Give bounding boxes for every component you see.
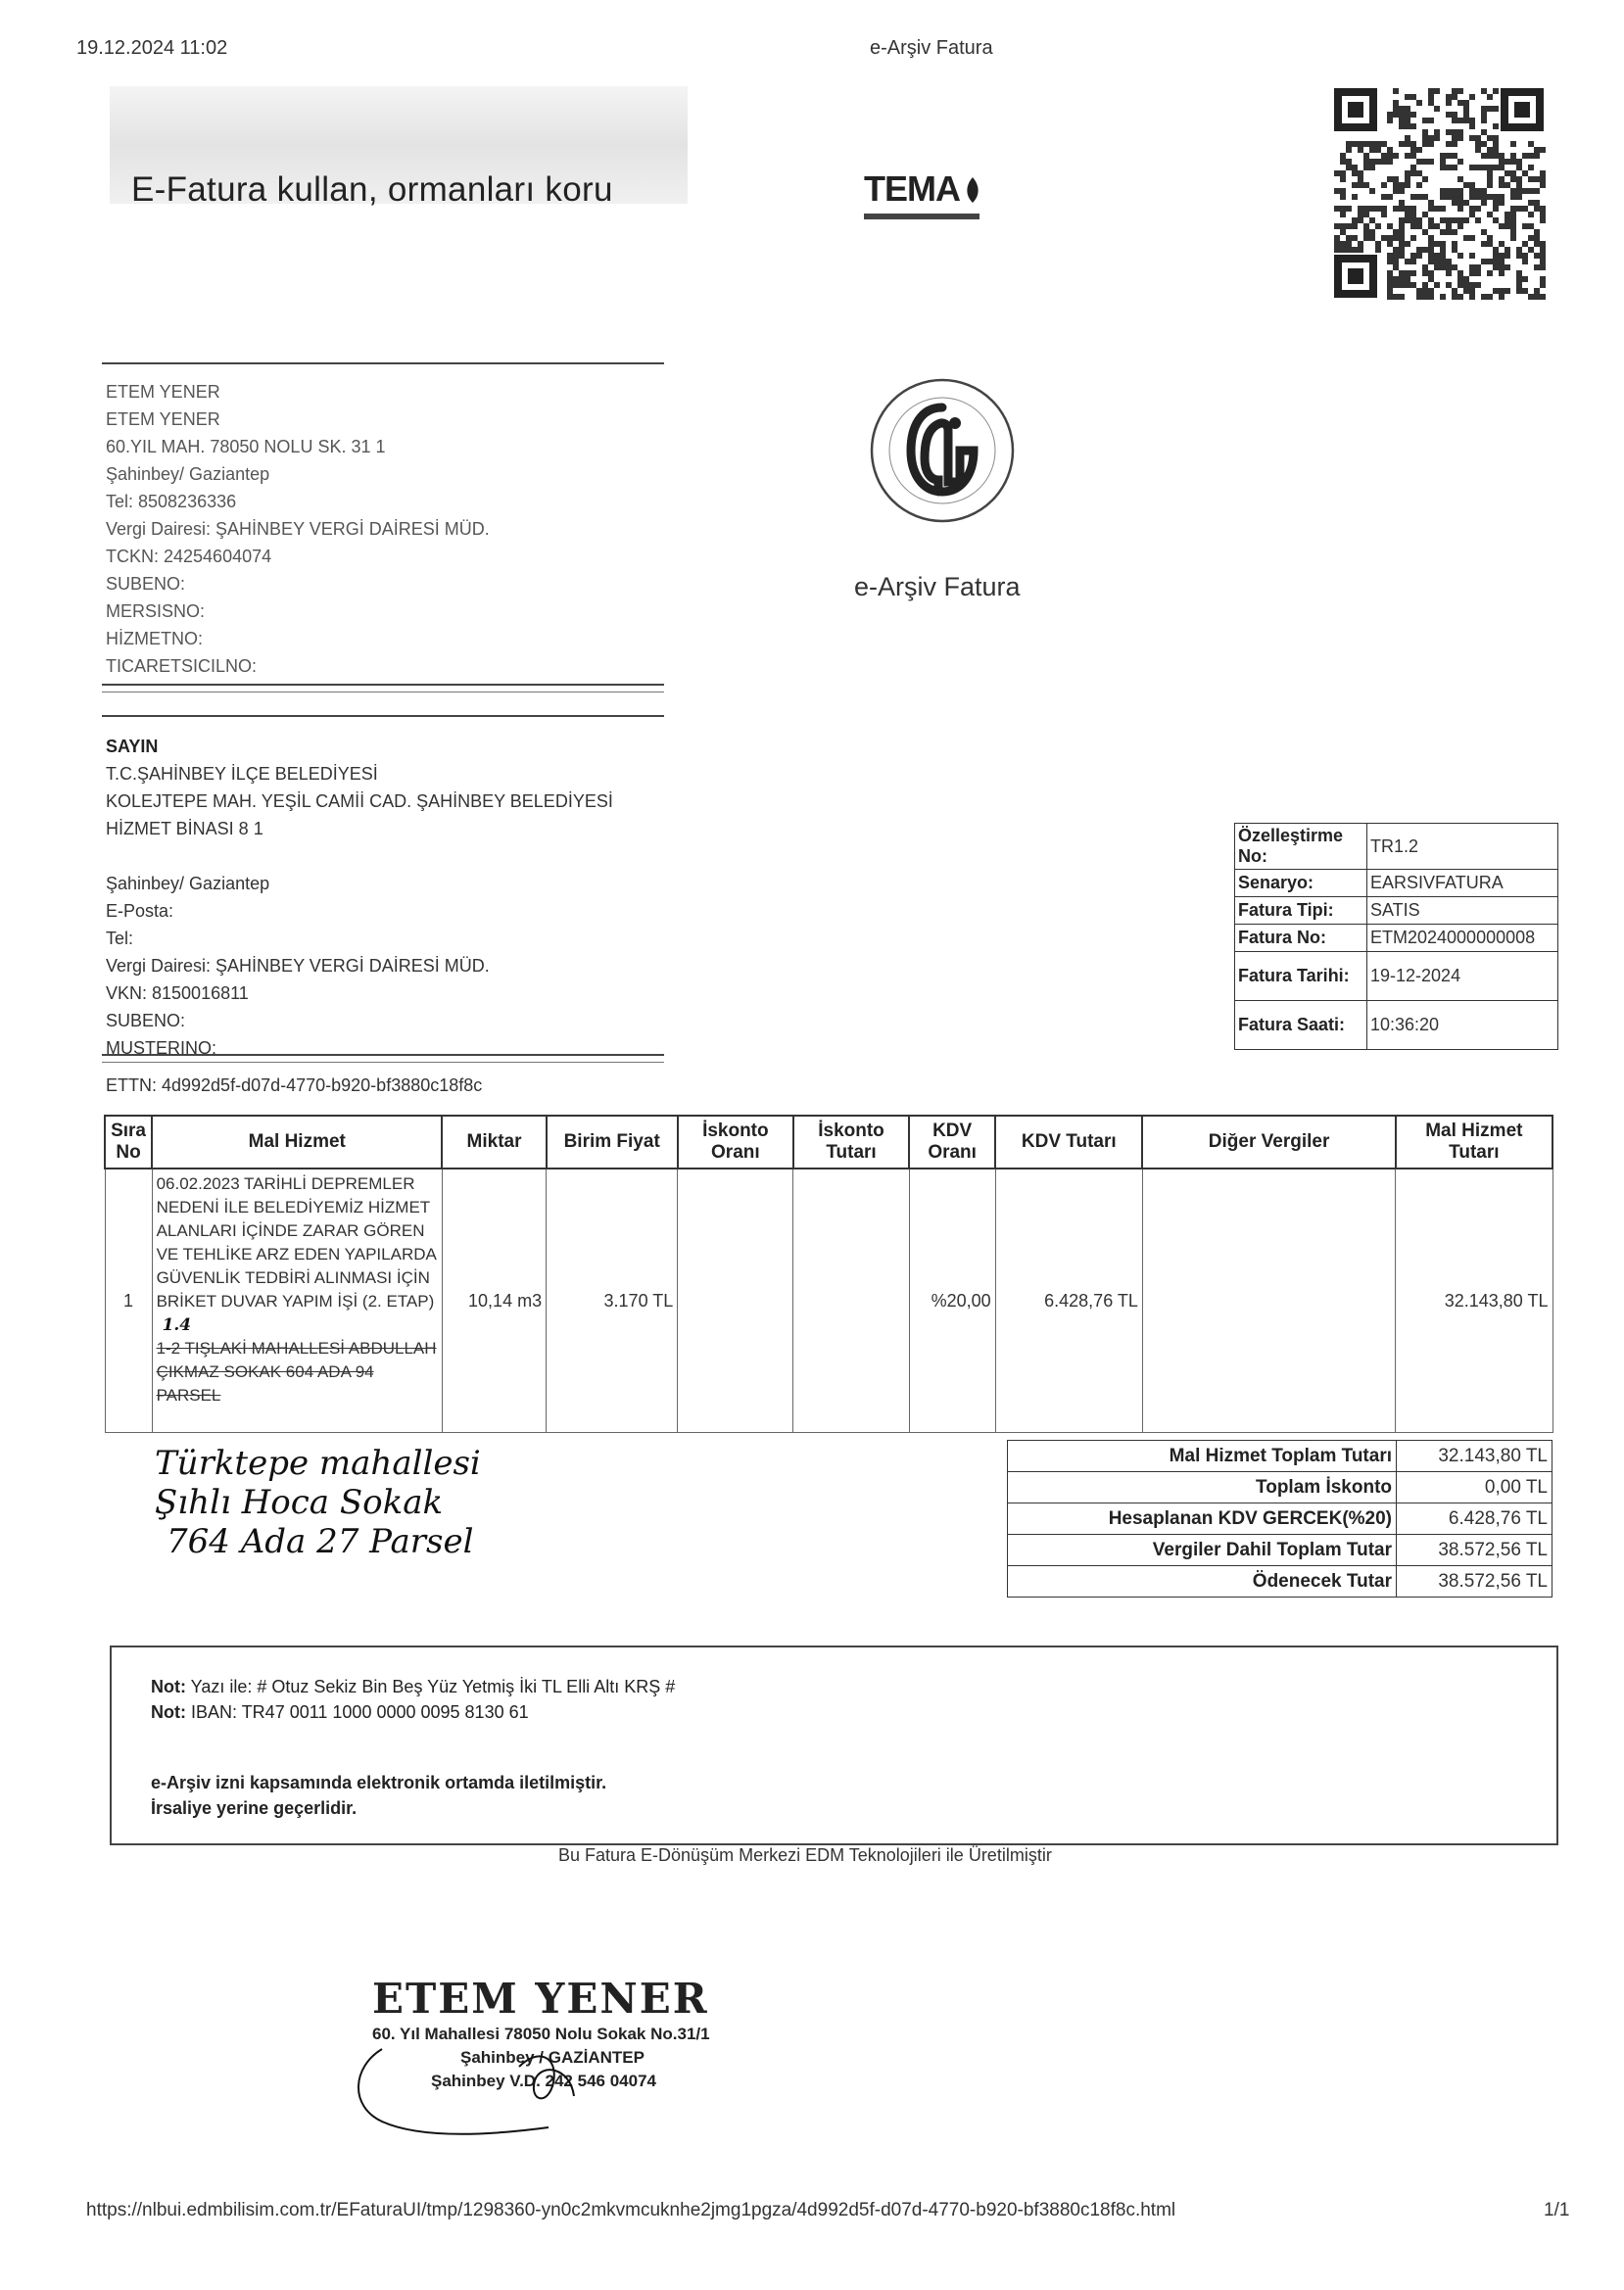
- meta-label: Özelleştirme No:: [1235, 824, 1367, 870]
- meta-value: SATIS: [1367, 897, 1558, 925]
- print-datetime: 19.12.2024 11:02: [76, 37, 228, 59]
- row-vat-amount: 6.428,76 TL: [995, 1169, 1142, 1433]
- print-page-number: 1/1: [1544, 2200, 1570, 2220]
- note-1-label: Not:: [151, 1677, 186, 1696]
- meta-row: [1235, 1001, 1558, 1050]
- meta-value: TR1.2: [1367, 824, 1558, 870]
- col-other-taxes: Diğer Vergiler: [1142, 1116, 1395, 1169]
- col-discount-amount: İskonto Tutarı: [793, 1116, 909, 1169]
- row-other-taxes: [1142, 1169, 1395, 1433]
- buyer-address-1: KOLEJTEPE MAH. YEŞİL CAMİİ CAD. ŞAHİNBEY BELEDİYESİ: [106, 791, 613, 811]
- handwritten-line-3: 764 Ada 27 Parsel: [167, 1522, 474, 1561]
- sender-name-2: ETEM YENER: [106, 409, 220, 429]
- col-vat-amount: KDV Tutarı: [995, 1116, 1142, 1169]
- leaf-icon: [964, 175, 981, 205]
- meta-value: 10:36:20: [1367, 1001, 1558, 1050]
- qr-code-icon: [1330, 84, 1548, 302]
- col-vat-rate: KDV Oranı: [909, 1116, 995, 1169]
- sender-address: 60.YIL MAH. 78050 NOLU SK. 31 1: [106, 437, 386, 456]
- totals-value: 38.572,56 TL: [1397, 1535, 1552, 1566]
- stamp-city: Şahinbey / GAZİANTEP: [460, 2048, 645, 2067]
- stamp-address: 60. Yıl Mahallesi 78050 Nolu Sokak No.31/1: [372, 2025, 710, 2043]
- meta-label: Fatura Tipi:: [1235, 897, 1367, 925]
- notes-box: [110, 1646, 1558, 1845]
- gib-seal-icon: [864, 372, 1030, 568]
- meta-label: Fatura Saati:: [1235, 1001, 1367, 1050]
- buyer-name: T.C.ŞAHİNBEY İLÇE BELEDİYESİ: [106, 764, 378, 784]
- produced-by: Bu Fatura E-Dönüşüm Merkezi EDM Teknolojileri ile Üretilmiştir: [558, 1845, 1052, 1865]
- row-discount-amount: [793, 1169, 909, 1433]
- sender-mersisno: MERSISNO:: [106, 601, 206, 621]
- table-row: [105, 1169, 1552, 1433]
- sender-bottom-rule: [102, 684, 664, 686]
- meta-value: 19-12-2024: [1367, 952, 1558, 1001]
- invoice-meta-table: [1234, 823, 1558, 1050]
- meta-value: EARSIVFATURA: [1367, 870, 1558, 897]
- meta-row: [1235, 925, 1558, 952]
- col-discount-rate: İskonto Oranı: [678, 1116, 793, 1169]
- slogan-banner: [110, 86, 688, 209]
- note-2-text: IBAN: TR47 0011 1000 0000 0095 8130 61: [191, 1702, 529, 1722]
- buyer-address-2: HİZMET BİNASI 8 1: [106, 819, 263, 838]
- buyer-top-rule: [102, 715, 664, 717]
- stamp-name: ETEM YENER: [372, 1975, 709, 2023]
- items-header-row: [105, 1116, 1552, 1169]
- row-description-cell: [152, 1169, 442, 1433]
- col-total: Mal Hizmet Tutarı: [1396, 1116, 1552, 1169]
- stamp-tax: Şahinbey V.D. 242 546 04074: [431, 2072, 656, 2090]
- handwritten-line-2: Şıhlı Hoca Sokak: [155, 1483, 444, 1522]
- sender-block: [106, 378, 490, 680]
- col-no: Sıra No: [105, 1116, 152, 1169]
- handwritten-line-1: Türktepe mahallesi: [155, 1444, 481, 1483]
- buyer-block: [106, 733, 613, 1062]
- totals-row: [1008, 1566, 1552, 1598]
- buyer-musterino: MUSTERINO:: [106, 1038, 217, 1058]
- totals-row: [1008, 1503, 1552, 1535]
- totals-label: Vergiler Dahil Toplam Tutar: [1008, 1535, 1397, 1566]
- col-description: Mal Hizmet: [152, 1116, 442, 1169]
- signature-icon: [343, 2037, 637, 2145]
- note-line-2: [151, 1702, 529, 1723]
- buyer-email: E-Posta:: [106, 901, 174, 921]
- row-no: 1: [105, 1169, 152, 1433]
- sender-hizmetno: HİZMETNO:: [106, 629, 203, 648]
- totals-label: Toplam İskonto: [1008, 1472, 1397, 1503]
- buyer-bottom-rule: [102, 1054, 664, 1056]
- totals-label: Mal Hizmet Toplam Tutarı: [1008, 1441, 1397, 1472]
- totals-value: 0,00 TL: [1397, 1472, 1552, 1503]
- seal-caption: e-Arşiv Fatura: [854, 572, 1021, 601]
- row-vat-rate: %20,00: [909, 1169, 995, 1433]
- totals-value: 32.143,80 TL: [1397, 1441, 1552, 1472]
- note-footer-2: İrsaliye yerine geçerlidir.: [151, 1798, 358, 1818]
- sender-tckn: TCKN: 24254604074: [106, 547, 272, 566]
- note-2-label: Not:: [151, 1702, 186, 1722]
- sender-name: ETEM YENER: [106, 382, 220, 402]
- col-unit-price: Birim Fiyat: [547, 1116, 678, 1169]
- ettn: ETTN: 4d992d5f-d07d-4770-b920-bf3880c18f8c: [106, 1075, 483, 1095]
- sender-tax-office: Vergi Dairesi: ŞAHİNBEY VERGİ DAİRESİ MÜD.: [106, 519, 490, 539]
- totals-label: Ödenecek Tutar: [1008, 1566, 1397, 1598]
- row-quantity: 10,14 m3: [442, 1169, 546, 1433]
- tema-logo-text: TEMA: [864, 168, 960, 209]
- buyer-subeno: SUBENO:: [106, 1011, 186, 1030]
- buyer-vkn: VKN: 8150016811: [106, 983, 249, 1003]
- sender-city: Şahinbey/ Gaziantep: [106, 464, 270, 484]
- totals-table: [1007, 1440, 1552, 1598]
- meta-row: [1235, 870, 1558, 897]
- row-total: 32.143,80 TL: [1396, 1169, 1552, 1433]
- totals-value: 38.572,56 TL: [1397, 1566, 1552, 1598]
- meta-row: [1235, 952, 1558, 1001]
- meta-label: Fatura No:: [1235, 925, 1367, 952]
- row-discount-rate: [678, 1169, 793, 1433]
- totals-row: [1008, 1535, 1552, 1566]
- note-footer-1: e-Arşiv izni kapsamında elektronik ortamda iletilmiştir.: [151, 1773, 607, 1792]
- row-description-struck: 1-2 TIŞLAKİ MAHALLESİ ABDULLAH ÇIKMAZ SOKAK 604 ADA 94 PARSEL: [156, 1339, 437, 1405]
- row-handwritten-insert: 1.4: [162, 1315, 192, 1335]
- meta-label: Fatura Tarihi:: [1235, 952, 1367, 1001]
- slogan-text: E-Fatura kullan, ormanları koru: [131, 170, 613, 209]
- totals-value: 6.428,76 TL: [1397, 1503, 1552, 1535]
- row-unit-price: 3.170 TL: [547, 1169, 678, 1433]
- sender-top-rule: [102, 362, 664, 364]
- meta-row: [1235, 897, 1558, 925]
- note-line-1: [151, 1677, 675, 1697]
- buyer-phone: Tel:: [106, 929, 134, 948]
- note-1-text: Yazı ile: # Otuz Sekiz Bin Beş Yüz Yetmiş İki TL Elli Altı KRŞ #: [190, 1677, 676, 1696]
- tema-logo: [864, 168, 991, 223]
- buyer-tax-office: Vergi Dairesi: ŞAHİNBEY VERGİ DAİRESİ MÜD.: [106, 956, 490, 976]
- sender-ticaretsicilno: TICARETSICILNO:: [106, 656, 258, 676]
- print-title: e-Arşiv Fatura: [870, 37, 993, 59]
- buyer-blank: [106, 842, 613, 870]
- print-url: https://nlbui.edmbilisim.com.tr/EFaturaUI/tmp/1298360-yn0c2mkvmcuknhe2jmg1pgza/4d992d5f-d07d-4770-b920-bf3880c18f8c.html: [86, 2200, 1176, 2220]
- meta-label: Senaryo:: [1235, 870, 1367, 897]
- items-table: [104, 1115, 1553, 1433]
- sender-phone: Tel: 8508236336: [106, 492, 237, 511]
- meta-value: ETM2024000000008: [1367, 925, 1558, 952]
- col-quantity: Miktar: [442, 1116, 546, 1169]
- totals-row: [1008, 1472, 1552, 1503]
- totals-label: Hesaplanan KDV GERCEK(%20): [1008, 1503, 1397, 1535]
- buyer-bottom-rule-2: [102, 1062, 664, 1063]
- totals-row: [1008, 1441, 1552, 1472]
- buyer-city: Şahinbey/ Gaziantep: [106, 874, 270, 893]
- buyer-heading: SAYIN: [106, 737, 159, 756]
- sender-subeno: SUBENO:: [106, 574, 186, 594]
- row-description: 06.02.2023 TARİHLİ DEPREMLER NEDENİ İLE BELEDİYEMİZ HİZMET ALANLARI İÇİNDE ZARAR GÖREN VE TEHLİKE ARZ EDEN YAPILARDA GÜVENLİK TEDBİRİ ALINMASI İÇİN BRİKET DUVAR YAPIM İŞİ (2. ETAP): [156, 1174, 436, 1311]
- meta-row: [1235, 824, 1558, 870]
